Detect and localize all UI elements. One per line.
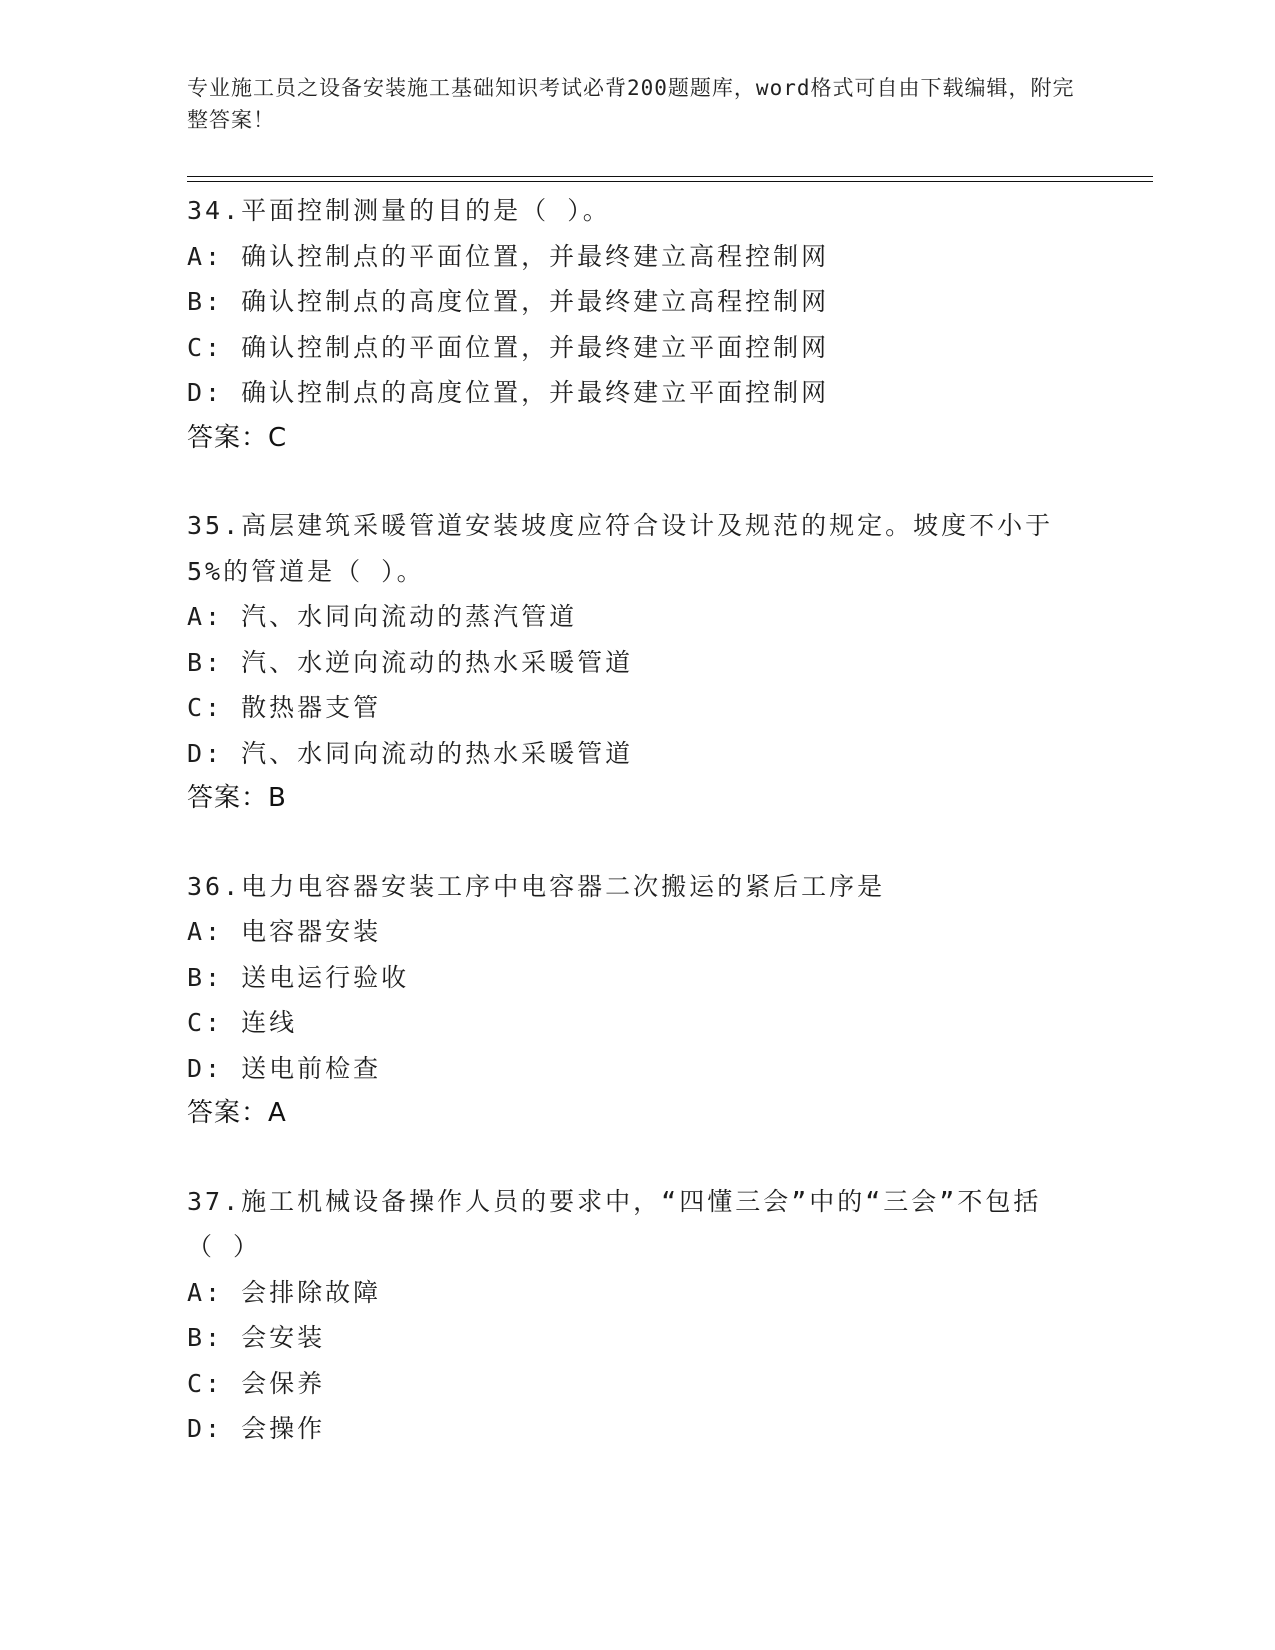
option-b: B: 确认控制点的高度位置，并最终建立高程控制网 [187,287,830,316]
option-b: B: 送电运行验收 [187,962,410,992]
question-stem: 37.施工机械设备操作人员的要求中，“四懂三会”中的“三会”不包括（ ） [187,1186,1042,1261]
answer-label: 答案：C [187,422,288,453]
option-d: D: 送电前检查 [187,1053,382,1083]
option-b: B: 汽、水逆向流动的热水采暖管道 [187,647,634,677]
answer-label: 答案：B [187,783,287,813]
option-c: C: 连线 [187,1008,298,1037]
option-c: C: 散热器支管 [187,693,382,722]
question-35 [187,503,1087,822]
question-stem: 35.高层建筑采暖管道安装坡度应符合设计及规范的规定。坡度不小于5%的管道是（ ）。 [187,511,1054,586]
document-header: 专业施工员之设备安装施工基础知识考试必背200题题库，word格式可自由下载编辑，附完整答案！ [187,76,1075,132]
question-list [187,188,1087,1494]
answer-label: 答案：A [187,1098,287,1128]
option-b: B: 会安装 [187,1323,326,1352]
option-d: D: 会操作 [187,1414,326,1443]
option-a: A: 确认控制点的平面位置，并最终建立高程控制网 [187,241,830,271]
header-divider-top [187,176,1153,177]
question-stem: 34.平面控制测量的目的是（ ）。 [187,196,611,225]
question-stem: 36.电力电容器安装工序中电容器二次搬运的紧后工序是 [187,871,886,901]
question-34 [187,188,1087,461]
option-a: A: 会排除故障 [187,1277,382,1307]
question-37 [187,1179,1087,1452]
option-a: A: 电容器安装 [187,917,382,946]
option-a: A: 汽、水同向流动的蒸汽管道 [187,602,578,631]
option-d: D: 确认控制点的高度位置，并最终建立平面控制网 [187,378,830,407]
header-divider-bottom [187,181,1153,182]
option-c: C: 会保养 [187,1368,326,1398]
question-36 [187,864,1087,1137]
option-d: D: 汽、水同向流动的热水采暖管道 [187,738,634,768]
option-c: C: 确认控制点的平面位置，并最终建立平面控制网 [187,332,830,362]
